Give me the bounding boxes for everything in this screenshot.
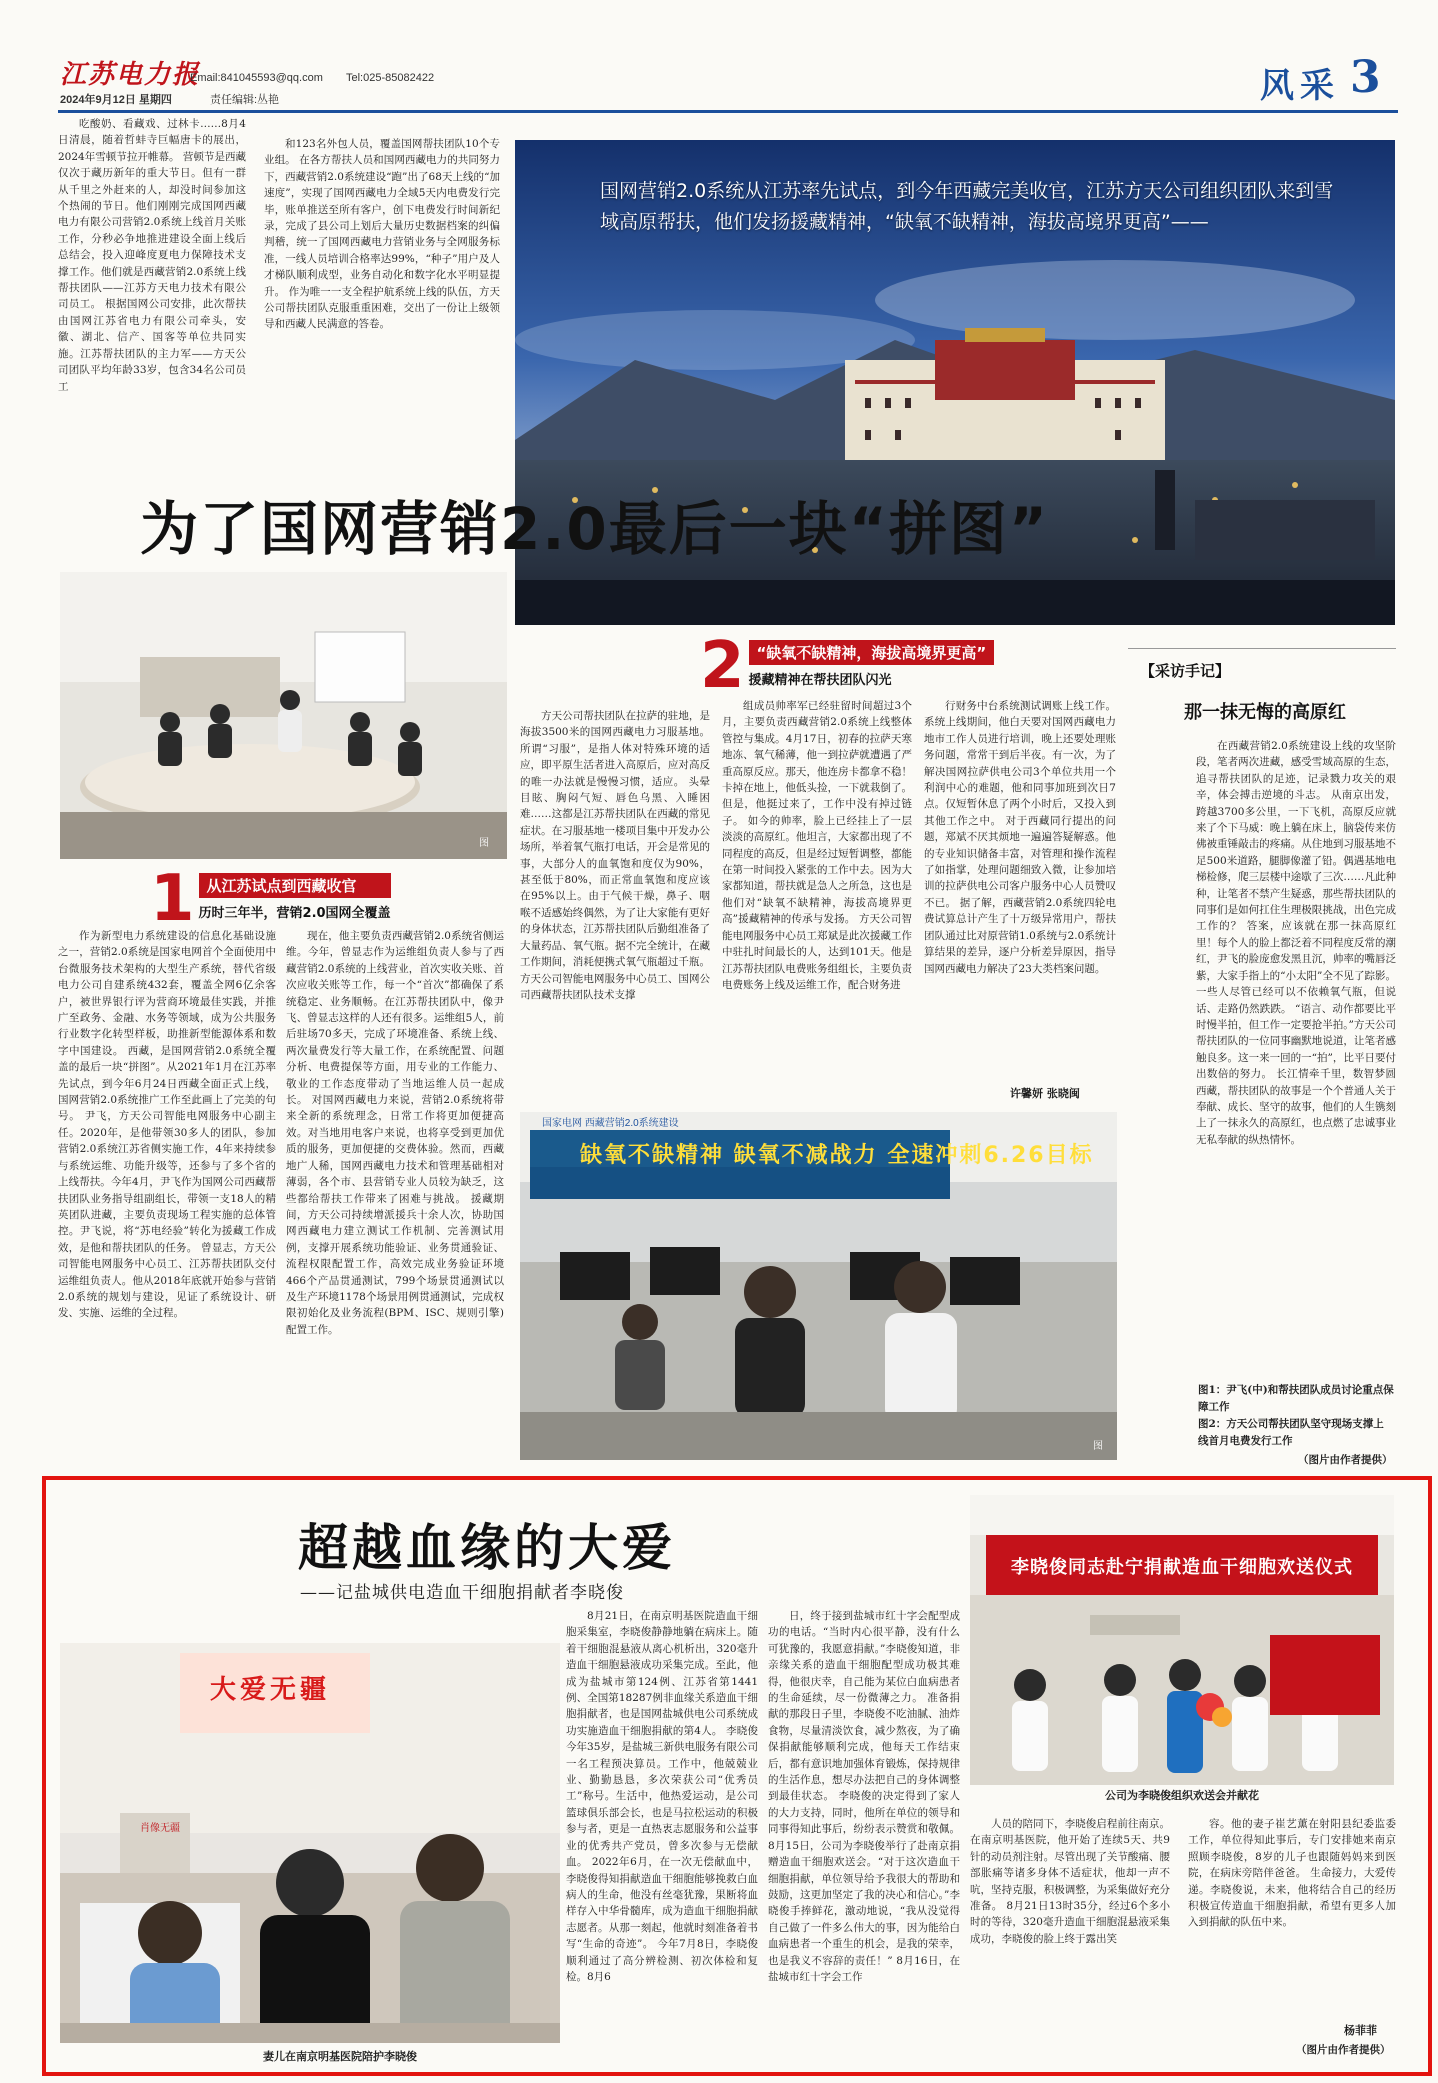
section1-subtitle: 历时三年半，营销2.0国网全覆盖 — [198, 906, 391, 921]
ceremony-photo — [970, 1495, 1394, 1808]
masthead-tel: Tel:025-85082422 — [346, 72, 435, 84]
newspaper-logo: 江苏电力报 — [60, 60, 201, 90]
section-name: 风采 — [1260, 66, 1340, 106]
caption-credit: （图片由作者提供） — [1298, 1454, 1393, 1466]
meeting-photo — [60, 572, 507, 859]
feature-byline: 杨菲菲 — [1344, 2024, 1377, 2037]
intro-column-1: 吃酸奶、看藏戏、过林卡……8月4日清晨，随着哲蚌寺巨幅唐卡的展出，2024年雪顿节拉开帷幕。 营顿节是西藏仅次于藏历新年的重大节日。但有一群从千里之外赶来的人，却没时间参加这个热闹的节日。他们刚刚完成国网西藏电力有限公司营销2.0系统上线首月关账工作，分秒必争地推进建设全面上线后总结会，投入迎峰度夏电力保障技术支撑工作。他们就是西藏营销2.0系统上线帮扶团队——江苏方天电力技术有限公司员工。 根据国网公司安排，此次帮扶由国网江苏省电力有限公司牵头，安徽、湖北、信产、国客等单位共同实施。江苏帮扶团队的主力军——方天公司团队平均年龄33岁，包含34名公司员工 — [58, 118, 246, 393]
ceremony-banner: 李晓俊同志赴宁捐献造血干细胞欢送仪式 — [1011, 1557, 1353, 1578]
page-number: 3 — [1350, 52, 1381, 103]
section2-column-2: 组成员帅率军已经驻留时间超过3个月，主要负责西藏营销2.0系统上线整体管控与集成。4月17日，初春的拉萨天寒地冻、氧气稀薄，他一到拉萨就遭遇了严重高原反应。那天，他连房卡都拿不稳！卡掉在地上，他低头捡，一下就栽倒了。但是，他挺过来了，工作中没有掉过链子。 如今的帅率，脸上已经挂上了一层淡淡的高原红。他坦言，大家都出现了不同程度的高反，但是经过短暂调整，都能在第一时间投入紧张的工作中去。因为大家都知道，帮扶就是急人之所急，这也是他们对“缺氧不缺精神，海拔高境界更高”援藏精神的传承与发扬。 方天公司智能电网服务中心员工郑斌是此次援藏工作中驻扎时间最长的人，达到101天。他是江苏帮扶团队电费账务组组长，主要负责电费账务上线及运维工作，配合财务进 — [722, 700, 912, 991]
sidebar-tag: 【采访手记】 — [1140, 662, 1231, 680]
main-headline: 为了国网营销2.0最后一块“拼图” — [140, 495, 1049, 563]
section1-title: 从江苏试点到西藏收官 — [199, 873, 391, 898]
banner-lead-text: 国网营销2.0系统从江苏率先试点，到今年西藏完美收官，江苏方天公司组织团队来到雪域高原帮扶，他们发扬援藏精神，“缺氧不缺精神，海拔高境界更高”—— — [600, 180, 1334, 233]
issue-date: 2024年9月12日 星期四 — [60, 94, 172, 106]
caption-figure-1: 图1：尹飞(中)和帮扶团队成员讨论重点保障工作 — [1198, 1384, 1394, 1413]
masthead-rule — [58, 110, 1398, 113]
feature-column-1: 8月21日，在南京明基医院造血干细胞采集室，李晓俊静静地躺在病床上。随着干细胞混悬液从离心机析出，320毫升造血干细胞悬液成功采集完成。至此，他成为盐城市第124例、江苏省第1441例、全国第18287例非血缘关系造血干细胞捐献者，也是国网盐城供电公司系统成功实施造血干细胞捐献的第4人。 李晓俊今年35岁，是盐城三新供电服务有限公司一名工程预决算员。工作中，他兢兢业业、勤勤恳恳，多次荣获公司“优秀员工”称号。生活中，他热爱运动，是公司篮球俱乐部会长，也是马拉松运动的积极参与者，更是一直热衷志愿服务和公益事业的优秀共产党员，曾多次参与无偿献血。 2022年6月，在一次无偿献血中，李晓俊得知捐献造血干细胞能够挽救白血病人的生命，他没有丝毫犹豫，果断将血样存入中华骨髓库，成为造血干细胞捐献志愿者。从那一刻起，他就时刻准备着书写“生命的奇迹”。 今年7月8日，李晓俊顺利通过了高分辨检测、初次体检和复检。8月6 — [566, 1610, 758, 1983]
hospital-photo — [60, 1643, 560, 2068]
meeting-room-illustration — [60, 572, 507, 859]
caption-figure-2: 图2：方天公司帮扶团队坚守现场支撑上线首月电费发行工作 — [1198, 1418, 1384, 1447]
feature-subtitle: ——记盐城供电造血干细胞捐献者李晓俊 — [300, 1583, 624, 1603]
feature-column-3: 人员的陪同下，李晓俊启程前往南京。在南京明基医院，他开始了连续5天、共9针的动员剂注射。尽管出现了关节酸痛、腰部胀痛等诸多身体不适症状，他却一声不吭，坚持克服，积极调整，为采集做好充分准备。 8月21日13时35分，经过6个多小时的等待，320毫升造血干细胞混悬液采集成功，李晓俊的脸上终于露出笑 — [970, 1818, 1170, 1945]
section2-title: “缺氧不缺精神，海拔高境界更高” — [749, 640, 995, 665]
sidebar-rule — [1128, 648, 1396, 649]
office-work-photo — [520, 1112, 1117, 1460]
section1-column-1: 作为新型电力系统建设的信息化基础设施之一，营销2.0系统是国家电网首个全面使用中台微服务技术架构的大型生产系统，替代省级电力公司自建系统432套，覆盖全网6亿余客户，被世界银行评为营商环境最佳实践，并推广至政务、金融、水务等领域，成为公共服务行业数字化转型样板，助推新型能源体系和数字中国建设。 西藏，是国网营销2.0系统全覆盖的最后一块“拼图”。从2021年1月在江苏率先试点，到今年6月24日西藏全面正式上线，国网营销2.0系统推广工作至此画上了完美的句号。 尹飞，方天公司智能电网服务中心副主任。2020年，是他带领30多人的团队，参加营销2.0系统江苏省侧实施工作，4年来持续参与系统运维、功能升级等，还参与了多个省的上线帮扶。今年4月，尹飞作为国网公司西藏帮扶团队业务指导组副组长，带领一支18人的精英团队进藏，主要负责现场工程实施的总体管控。尹飞说，将“苏电经验”转化为援藏工作成效，是他和帮扶团队的任务。 曾显志，方天公司智能电网服务中心员工、江苏帮扶团队交付运维组负责人。他从2018年底就开始参与营销2.0系统的规划与建设，见证了系统设计、研发、实施、运维的全过程。 — [58, 930, 276, 1320]
feature-title: 超越血缘的大爱 — [298, 1519, 676, 1577]
office-banner-org: 国家电网 西藏营销2.0系统建设 — [542, 1118, 679, 1129]
section1-number: 1 — [150, 862, 195, 936]
section2-column-1: 方天公司帮扶团队在拉萨的驻地，是海拔3500米的国网西藏电力习服基地。所谓“习服”，是指人体对特殊环境的适应，即平原生活者进入高原后，应对高反的唯一办法就是慢慢习惯，适应。 头晕目眩、胸闷气短、唇色乌黑、入睡困难……这都是江苏帮扶团队在西藏的常见症状。在习服基地一楼项目集中开发办公场所，举着氧气瓶打电话，开会是常见的事，大部分人的血氧饱和度仅为90%，甚至低于80%，而正常血氧饱和度应该在95%以上。由于气候干燥，鼻子、咽喉不适感始终偶然，为了让大家能有更好的身体状态，江苏帮扶团队后勤组准备了大量药品、氧气瓶。据不完全统计，在藏工作期间，消耗便携式氧气瓶超过千瓶。 方天公司智能电网服务中心员工、国网公司西藏帮扶团队技术支撑 — [520, 710, 710, 1001]
section2-column-3: 行财务中台系统测试调账上线工作。系统上线期间，他白天要对国网西藏电力地市工作人员进行培训，晚上还要处理账务问题，常常干到后半夜。有一次，为了解决国网拉萨供电公司3个单位共用一个利润中心的难题，他和同事加班到次日7点。仅短暂休息了两个小时后，又投入到其他工作之中。 对于西藏同行提出的问题，郑斌不厌其烦地一遍遍答疑解惑。他的专业知识储备丰富，对管理和操作流程了如指掌，处理问题细致入微，让参加培训的拉萨供电公司客户服务中心人员赞叹不已。 据了解，西藏营销2.0系统四轮电费试算总计产生了十万级异常用户，帮扶团队通过比对原营销1.0系统与2.0系统计算结果的差异，逐户分析差异原因，指导国网西藏电力解决了23大类档案问题。 — [924, 700, 1116, 975]
feature-column-2: 日，终于接到盐城市红十字会配型成功的电话。“当时内心很平静，没有什么可犹豫的，我愿意捐献。”李晓俊知道，非亲缘关系的造血干细胞配型成功极其难得，他很庆幸，自己能为某位白血病患者的生命延续，尽一份微薄之力。 准备捐献的那段日子里，李晓俊不吃油腻、油炸食物，尽量清淡饮食，减少熬夜，为了确保捐献能够顺利完成，他每天工作结束后，都有意识地加强体育锻炼，保持规律的生活作息，想尽办法把自己的身体调整到最佳状态。 李晓俊的决定得到了家人的大力支持，同时，他所在单位的领导和同事得知此事后，纷纷表示赞赏和敬佩。8月15日，公司为李晓俊举行了赴南京捐赠造血干细胞欢送会。“对于这次造血干细胞捐献，单位领导给予我很大的帮助和鼓励，这更加坚定了我的决心和信心。”李晓俊手捧鲜花，激动地说，“我从没觉得自己做了一件多么伟大的事，因为能给白血病患者一个重生的机会，是我的荣幸，也是我义不容辞的责任！” 8月16日，在盐城市红十字会工作 — [768, 1610, 960, 1983]
office-banner-slogan: 缺氧不缺精神 缺氧不减战力 全速冲刺6.26目标 — [580, 1143, 1094, 1168]
section2-number: 2 — [700, 629, 745, 703]
masthead-email: Email:841045593@qq.com — [190, 72, 323, 84]
hospital-caption: 妻儿在南京明基医院陪护李晓俊 — [263, 2050, 417, 2063]
section2-byline: 许馨妍 张晓闽 — [1010, 1087, 1080, 1100]
ceremony-caption: 公司为李晓俊组织欢送会并献花 — [1105, 1789, 1259, 1802]
editor-credit: 责任编辑:丛艳 — [210, 94, 280, 106]
sidebar-title: 那一抹无悔的高原红 — [1184, 702, 1346, 723]
sidebar-body: 在西藏营销2.0系统建设上线的攻坚阶段，笔者两次进藏，感受雪域高原的生态，追寻帮扶团队的足迹，记录戮力攻关的艰辛，体会搏击逆境的斗志。 从南京出发，跨越3700多公里，一下飞机，高原反应就来了个下马威：晚上躺在床上，脑袋传来仿佛被重锤敲击的疼痛。从住地到习服基地不足500米道路，腿脚像灌了铅。偶遇基地电梯检修，爬三层楼中途歇了三次……凡此种种，让笔者不禁产生疑惑，那些帮扶团队的同事们是如何扛住生理极限挑战，出色完成工作的？ 答案，应该就在那一抹高原红里！每个人的脸上都泛着不同程度反常的潮红，尹飞的脸庞愈发黑且沉，帅率的嘴唇泛紫，大家手指上的“小太阳”全不见了踪影。一些人尽管已经可以不依赖氧气瓶，但说话、走路仍然跌跌。 “语言、动作都要比平时慢半拍，但工作一定要抢半拍。”方天公司帮扶团队的一位同事幽默地说道，让笔者感触良多。这一来一回的一“拍”，比平日要付出数倍的努力。 长江情牵千里，数智梦圆西藏，帮扶团队的故事是一个个普通人关于奉献、成长、坚守的故事，他们的人生镌刻上了一抹永久的高原红，也点燃了忠诚事业无私奉献的纵热情怀。 — [1196, 740, 1396, 1146]
photo2-number: 图 — [1093, 1441, 1103, 1452]
photo1-number: 图 — [479, 838, 489, 849]
section2-subtitle: 援藏精神在帮扶团队闪光 — [748, 673, 892, 688]
hospital-sign: 肖像无疆 — [140, 1823, 180, 1834]
feature-credit: （图片由作者提供） — [1296, 2044, 1391, 2056]
section1-column-2: 现在，他主要负责西藏营销2.0系统省侧运维。今年，曾显志作为运维组负责人参与了西藏营销2.0系统的上线营业，首次实收关账、首次应收关账等工作，每一个“首次”都确保了系统稳定、业务顺畅。在江苏帮扶团队中，像尹飞、曾显志这样的人还有很多。运维组5人，前后驻场70多天，完成了环境准备、系统上线、两次量费发行等大量工作，在系统配置、问题分析、电费提保等方面，用专业的工作能力、敬业的工作态度带动了当地运维人员一起成长。 对国网西藏电力来说，营销2.0系统将带来全新的系统理念，日常工作将更加便捷高效。对当地用电客户来说，也将享受到更加优质的服务，更加便捷的交费体验。然而，西藏地广人稀，国网西藏电力技术和管理基础相对薄弱，各个市、县营销专业人员较为缺乏，这些都给帮扶工作带来了困难与挑战。 援藏期间，方天公司持续增派援兵十余人次，协助国网西藏电力建立测试工作机制、完善测试用例，支撑开展系统功能验证、业务贯通验证、流程权限配置工作，高效完成业务验证环境466个产品贯通测试，799个场景贯通测试以及生产环境1178个场景用例贯通测试，完成权限初始化及业务流程(BPM、ISC、规则引擎)配置工作。 — [286, 930, 504, 1336]
section2-tag — [700, 629, 994, 703]
ceremony-illustration — [970, 1495, 1394, 1785]
feature-column-4: 容。他的妻子崔艺薰在射阳县纪委监委工作，单位得知此事后，专门安排她来南京照顾李晓俊，8岁的儿子也跟随妈妈来到医院，在病床旁陪伴爸爸。 生命接力，大爱传递。李晓俊说，未来，他将结合自己的经历积极宣传造血干细胞捐献，希望有更多人加入到捐献的队伍中来。 — [1188, 1818, 1396, 1929]
section1-tag — [150, 862, 391, 936]
intro-column-2: 和123名外包人员，覆盖国网帮扶团队10个专业组。 在各方帮扶人员和国网西藏电力的共同努力下，西藏营销2.0系统建设“跑”出了68天上线的“加速度”，实现了国网西藏电力全域5天内电费发行完毕，账单推送至所有客户，创下电费发行时间新纪录，完成了县公司上划后大量历史数据档案的纠偏判稽，统一了国网西藏电力营销业务与全网服务标准，一线人员培训合格率达99%，“种子”用户及人才梯队顺利成型，业务自动化和数字化水平明显提升。 作为唯一一支全程护航系统上线的队伍，方天公司帮扶团队克服重重困难，交出了一份让上级领导和西藏人民满意的答卷。 — [264, 138, 500, 331]
hospital-banner: 大爱无疆 — [210, 1675, 331, 1705]
